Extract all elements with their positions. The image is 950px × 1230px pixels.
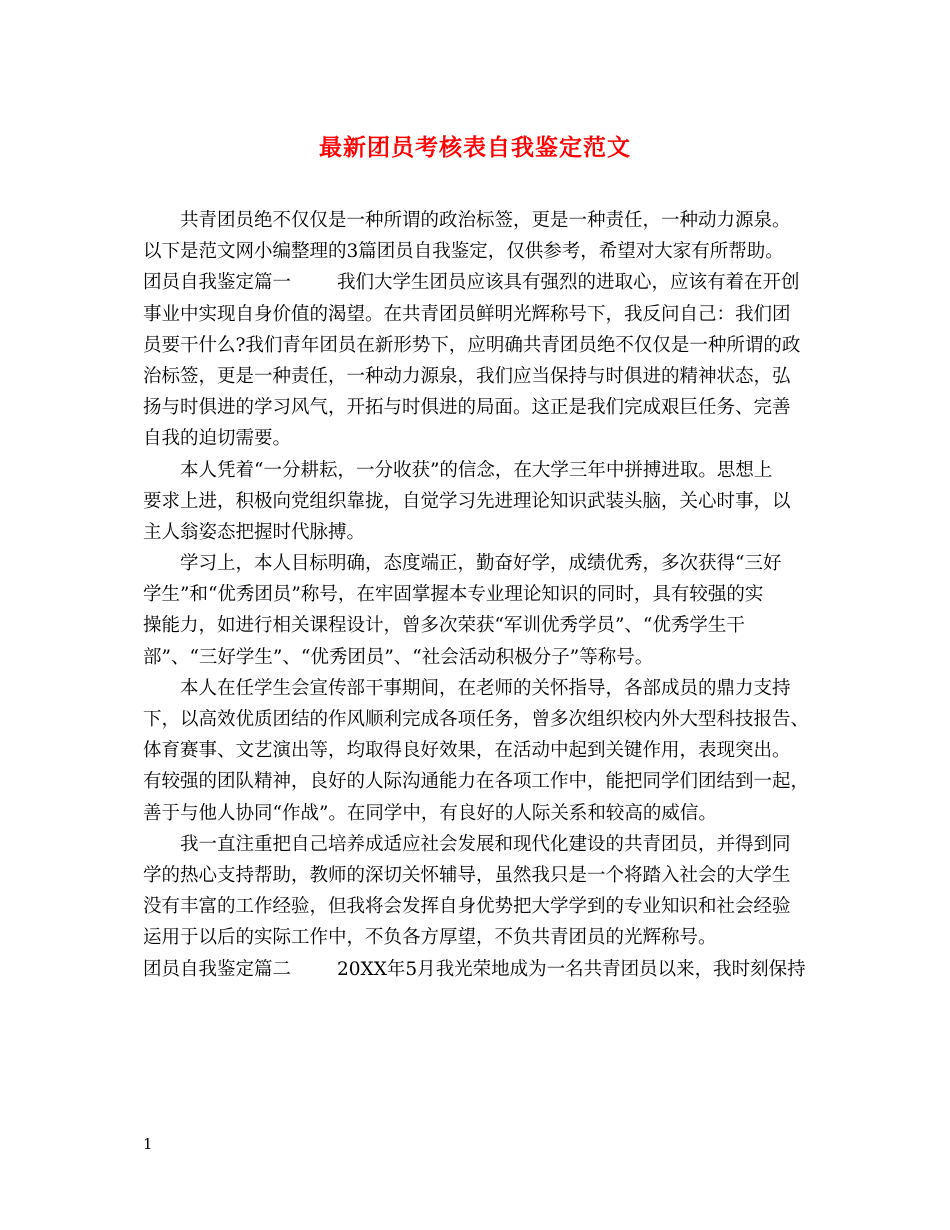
paragraph-line bbox=[143, 236, 811, 267]
paragraph-line bbox=[143, 829, 811, 860]
line-text: 20XX年5月我光荣地成为一名共青团员以来，我时刻保持 bbox=[337, 958, 806, 980]
paragraph-line bbox=[143, 891, 811, 922]
paragraph-line bbox=[143, 330, 811, 361]
line-text: 员要干什么?我们青年团员在新形势下，应明确共青团员绝不仅仅是一种所谓的政 bbox=[143, 334, 801, 356]
paragraph-line bbox=[143, 205, 811, 236]
paragraph-line bbox=[143, 361, 811, 392]
paragraph-line bbox=[143, 548, 811, 579]
paragraph-line bbox=[143, 922, 811, 953]
paragraph-line bbox=[143, 704, 811, 735]
section-heading-line bbox=[143, 954, 811, 985]
paragraph-line bbox=[143, 299, 811, 330]
line-text: 学的热心支持帮助，教师的深切关怀辅导，虽然我只是一个将踏入社会的大学生 bbox=[143, 864, 791, 886]
line-text: 运用于以后的实际工作中，不负各方厚望，不负共青团员的光辉称号。 bbox=[143, 927, 717, 949]
paragraph-line bbox=[143, 423, 811, 454]
paragraph-line bbox=[143, 642, 811, 673]
paragraph-line bbox=[143, 579, 811, 610]
line-text: 扬与时俱进的学习风气，开拓与时俱进的局面。这正是我们完成艰巨任务、完善 bbox=[143, 397, 791, 419]
line-text: 以下是范文网小编整理的3篇团员自我鉴定，仅供参考，希望对大家有所帮助。 bbox=[143, 241, 784, 263]
section-label: 团员自我鉴定篇二 bbox=[143, 958, 292, 980]
line-text: 自我的迫切需要。 bbox=[143, 428, 292, 450]
section-label: 团员自我鉴定篇一 bbox=[143, 272, 292, 294]
line-text: 治标签，更是一种责任，一种动力源泉，我们应当保持与时俱进的精神状态，弘 bbox=[143, 365, 791, 387]
paragraph-line bbox=[143, 610, 811, 641]
line-text: 学习上，本人目标明确，态度端正，勤奋好学，成绩优秀，多次获得“三好 bbox=[180, 553, 782, 575]
paragraph-line bbox=[143, 860, 811, 891]
line-text: 没有丰富的工作经验，但我将会发挥自身优势把大学学到的专业知识和社会经验 bbox=[143, 896, 791, 918]
paragraph-line bbox=[143, 455, 811, 486]
line-text: 本人凭着“一分耕耘，一分收获”的信念，在大学三年中拼搏进取。思想上 bbox=[180, 459, 773, 481]
paragraph-line bbox=[143, 517, 811, 548]
line-text: 下，以高效优质团结的作风顺利完成各项任务，曾多次组织校内外大型科技报告、 bbox=[143, 709, 810, 730]
line-text: 操能力，如进行相关课程设计，曾多次荣获“军训优秀学员”、“优秀学生干 bbox=[143, 615, 745, 637]
paragraph-line bbox=[143, 673, 811, 704]
line-text: 部”、“三好学生”、“优秀团员”、“社会活动积极分子”等称号。 bbox=[143, 646, 654, 668]
line-text: 有较强的团队精神，良好的人际沟通能力在各项工作中，能把同学们团结到一起， bbox=[143, 771, 810, 793]
paragraph-line bbox=[143, 766, 811, 797]
section-heading-line bbox=[143, 267, 811, 298]
line-text: 事业中实现自身价值的渴望。在共青团员鲜明光辉称号下，我反问自己：我们团 bbox=[143, 303, 791, 325]
paragraph-line bbox=[143, 392, 811, 423]
paragraph-line bbox=[143, 798, 811, 829]
line-text: 我一直注重把自己培养成适应社会发展和现代化建设的共青团员，并得到同 bbox=[180, 833, 791, 855]
line-text: 主人翁姿态把握时代脉搏。 bbox=[143, 521, 366, 543]
document-body bbox=[143, 205, 811, 985]
line-text: 要求上进，积极向党组织靠拢，自觉学习先进理论知识武装头脑，关心时事，以 bbox=[143, 490, 791, 512]
line-text: 体育赛事、文艺演出等，均取得良好效果，在活动中起到关键作用，表现突出。 bbox=[143, 740, 791, 762]
line-text: 学生”和“优秀团员”称号，在牢固掌握本专业理论知识的同时，具有较强的实 bbox=[143, 584, 764, 606]
line-text: 善于与他人协同“作战”。在同学中，有良好的人际关系和较高的威信。 bbox=[143, 802, 717, 824]
document-title: 最新团员考核表自我鉴定范文 bbox=[319, 134, 631, 161]
paragraph-line bbox=[143, 735, 811, 766]
page-number: 1 bbox=[143, 1135, 153, 1153]
line-text: 共青团员绝不仅仅是一种所谓的政治标签，更是一种责任，一种动力源泉。 bbox=[180, 210, 791, 231]
paragraph-line bbox=[143, 486, 811, 517]
line-text: 我们大学生团员应该具有强烈的进取心，应该有着在开创 bbox=[337, 272, 800, 294]
line-text: 本人在任学生会宣传部干事期间，在老师的关怀指导，各部成员的鼎力支持 bbox=[180, 677, 791, 699]
